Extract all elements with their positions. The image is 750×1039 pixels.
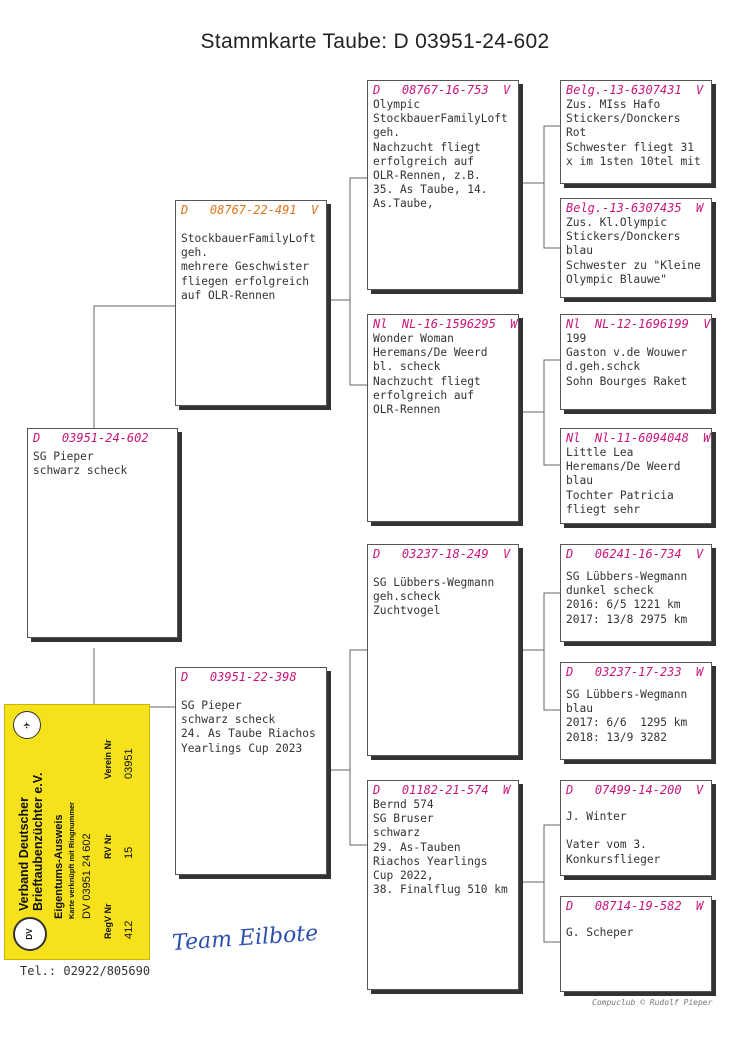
pigeon-details: Zus. MIss Hafo Stickers/Donckers Rot Schwester fliegt 31 x im 1sten 10tel mit — [566, 98, 701, 168]
pigeon-card-ffm[interactable] — [560, 198, 712, 298]
ring-number: D 06241-16-734 V — [566, 547, 704, 561]
pigeon-card-mff[interactable] — [560, 544, 712, 642]
pigeon-card-mm[interactable] — [367, 780, 519, 990]
ticket-subtitle: Karte verknüpft mit Ringnummer — [67, 801, 76, 919]
ring-number: D 07499-14-200 V — [566, 783, 704, 797]
ticket-col3-label: Verein Nr — [103, 739, 113, 779]
pigeon-details: SG Pieper schwarz scheck — [33, 450, 128, 478]
page-title: Stammkarte Taube: D 03951-24-602 — [200, 30, 550, 53]
ring-number: D 08714-19-582 W — [566, 899, 704, 913]
ticket-col3-value: 03951 — [123, 748, 135, 779]
telephone-number: Tel.: 02922/805690 — [20, 964, 151, 978]
ring-number: D 03951-22-398 — [181, 670, 297, 684]
pigeon-details: Zus. Kl.Olympic Stickers/Donckers blau Schwester zu "Kleine Olympic Blauwe" — [566, 216, 701, 286]
pigeon-details: SG Lübbers-Wegmann blau 2017: 6/6 1295 km 2018: 13/9 3282 — [566, 688, 688, 744]
pigeon-card-fmf[interactable] — [560, 314, 712, 410]
pigeon-card-ff[interactable] — [367, 80, 519, 290]
ring-number: Nl Nl-11-6094048 W — [566, 431, 711, 445]
pigeon-card-main[interactable] — [27, 428, 178, 638]
pigeon-card-mfm[interactable] — [560, 662, 712, 760]
pigeon-details: J. Winter Vater vom 3. Konkursflieger — [566, 810, 661, 866]
pigeon-card-fm[interactable] — [367, 314, 519, 522]
ticket-ring-number: DV 03951 24 602 — [81, 833, 93, 919]
ring-number: D 08767-22-491 V — [181, 203, 319, 217]
pigeon-card-mf[interactable] — [367, 544, 519, 756]
pigeon-details: Bernd 574 SG Bruser schwarz 29. As-Tauben Riachos Yearlings Cup 2022, 38. Finalflug 510 km — [373, 798, 508, 897]
pigeon-details: StockbauerFamilyLoft geh. mehrere Geschwister fliegen erfolgreich auf OLR-Rennen — [181, 232, 316, 302]
pigeon-details: Olympic StockbauerFamilyLoft geh. Nachzucht fliegt erfolgreich auf OLR-Rennen, z.B. 35. As Taube, 14. As.Taube, — [373, 98, 508, 211]
handwritten-signature: Team Eilbote — [171, 920, 319, 957]
ticket-organization: Verband Deutscher Brieftaubenzüchter e.V. — [17, 772, 45, 911]
pigeon-card-mmf[interactable] — [560, 780, 712, 876]
ring-number: D 03951-24-602 — [33, 431, 149, 445]
ownership-ticket — [4, 704, 150, 960]
ring-number: D 08767-16-753 V — [373, 83, 511, 97]
pigeon-card-father[interactable] — [175, 200, 327, 406]
ticket-col2-value: 15 — [123, 846, 135, 859]
pigeon-details: SG Lübbers-Wegmann dunkel scheck 2016: 6/5 1221 km 2017: 13/8 2975 km — [566, 570, 688, 626]
ring-number: D 03237-18-249 V — [373, 547, 511, 561]
pigeon-details: SG Pieper schwarz scheck 24. As Taube Riachos Yearlings Cup 2023 — [181, 699, 316, 755]
ring-number: D 03237-17-233 W — [566, 665, 704, 679]
emblem-icon: ✈ — [13, 711, 41, 739]
ticket-title: Eigentums-Ausweis — [53, 814, 65, 919]
ring-number: Belg.-13-6307435 W — [566, 201, 704, 215]
pigeon-details: Wonder Woman Heremans/De Weerd bl. scheck Nachzucht fliegt erfolgreich auf OLR-Rennen — [373, 332, 488, 417]
ring-number: Nl NL-16-1596295 W — [373, 317, 518, 331]
ticket-col1-value: 412 — [123, 920, 135, 939]
ticket-col2-label: RV Nr — [103, 834, 113, 859]
ring-number: Nl NL-12-1696199 V — [566, 317, 711, 331]
ticket-col1-label: RegV Nr — [103, 903, 113, 939]
association-logo: DV — [13, 917, 47, 951]
ring-number: Belg.-13-6307431 V — [566, 83, 704, 97]
pigeon-details: 199 Gaston v.de Wouwer d.geh.schck Sohn Bourges Raket — [566, 332, 688, 388]
pigeon-card-fff[interactable] — [560, 80, 712, 184]
pigeon-details: SG Lübbers-Wegmann geh.scheck Zuchtvogel — [373, 576, 495, 618]
pigeon-card-mother[interactable] — [175, 667, 327, 875]
software-credit: Compuclub © Rudolf Pieper — [592, 998, 713, 1007]
ring-number: D 01182-21-574 W — [373, 783, 511, 797]
pigeon-details: Little Lea Heremans/De Weerd blau Tochter Patricia fliegt sehr — [566, 446, 681, 516]
pigeon-card-fmm[interactable] — [560, 428, 712, 524]
pigeon-details: G. Scheper — [566, 926, 634, 939]
pigeon-card-mmm[interactable] — [560, 896, 712, 992]
